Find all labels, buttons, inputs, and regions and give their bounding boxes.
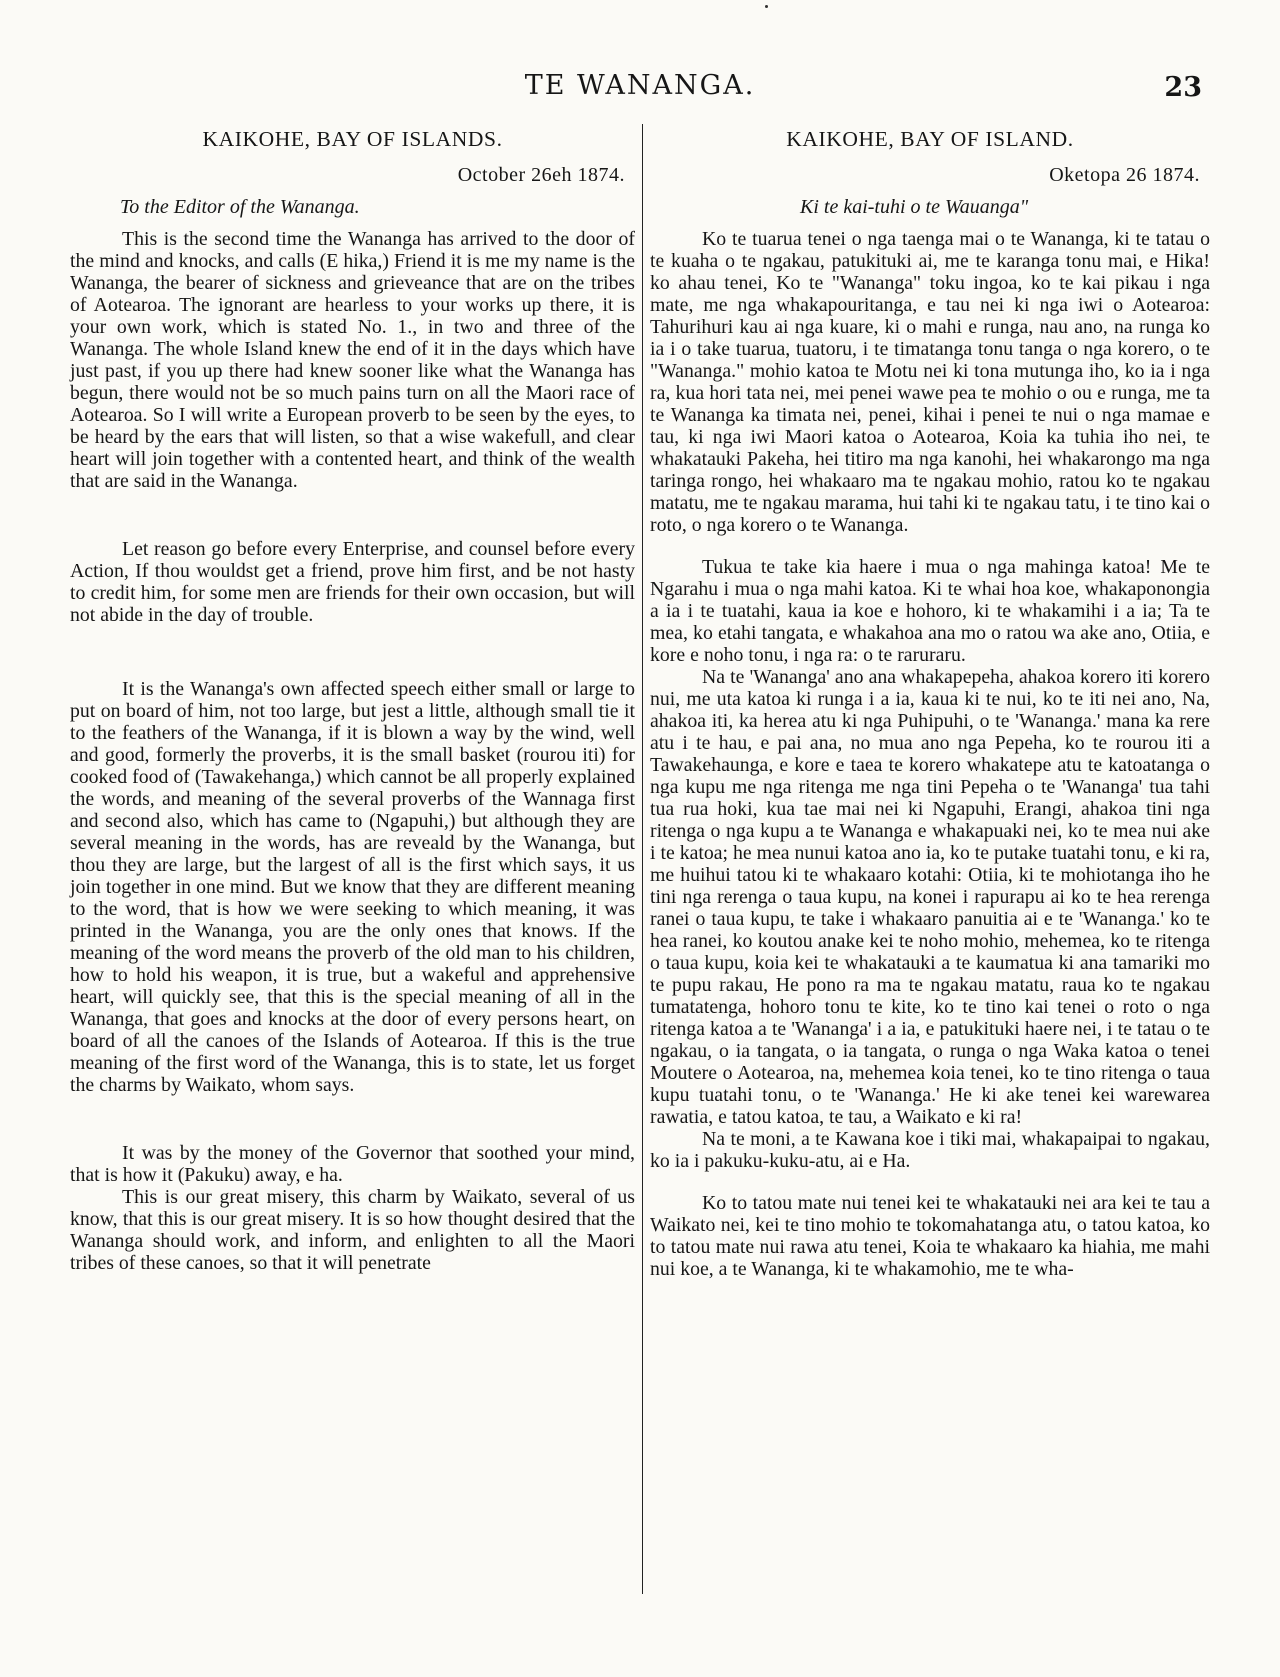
english-paragraph: It was by the money of the Governor that soothed your mind, that is how it (Pakuku) away, e ha. xyxy=(70,1142,635,1186)
english-salutation: To the Editor of the Wananga. xyxy=(120,196,360,218)
maori-column xyxy=(650,122,1210,1280)
maori-paragraph: Na te moni, a te Kawana koe i tiki mai, whakapaipai to ngakau, ko ia i pakuku-kuku-atu, ai e Ha. xyxy=(650,1128,1210,1172)
print-speck xyxy=(765,5,768,8)
english-paragraph: This is the second time the Wananga has arrived to the door of the mind and knocks, and calls (E hika,) Friend it is me my name is the Wananga, the bearer of sickness and grieveance that are on the tribes of Aotearoa. The ignorant are hearless to your works up there, it is your own work, which is stated No. 1., in two and three of the Wananga. The whole Island knew the end of it in the days which have just past, if you up there had knew sooner like what the Wananga has begun, there would not be so much pains turn on all the Maori race of Aotearoa. So I will write a European proverb to be seen by the eyes, to be heard by the ears that will listen, so that a wise wakefull, and clear heart will join together with a contented heart, and think of the wealth that are said in the Wananga. xyxy=(70,228,635,492)
english-column xyxy=(70,122,635,1274)
maori-paragraph: Na te 'Wananga' ano ana whakapepeha, ahakoa korero iti korero nui, me uta katoa ki runga i a ia, kaua ki te nui, ko te iti nei ano, Na, ahakoa iti, ka herea atu ki nga Puhipuhi, o te 'Wananga.' mana ka rere atu i te hau, e pai ana, no mua ano nga Pepeha, ko te rourou iti a Tawakehaunga, e kore e taea te korero whakatepe atu te katoatanga o nga kupu me nga ritenga me nga tini Pepeha o te 'Wananga' tua tahi tua rua hoki, kua tae mai nei ki Ngapuhi, Erangi, ahakoa tini nga ritenga o nga kupu a te Wananga e whakapuaki nei, ko te mea nui ake i te katoa; he mea nunui katoa ano ia, ko te putake tuatahi tonu, e ki ra, me huihui tatou ki te whakaaro kotahi: Otiia, ki te mohiotanga iho he tini nga rerenga o taua kupu, na konei i rapurapu ai ko te hea rerenga ranei o taua kupu, te take i whakaaro panuitia ai e te 'Wananga.' ko te hea ranei, ko koutou anake kei te noho mohio, mehemea, ko te ritenga o taua kupu, koia kei te whakatauki a te kaumatua ki ana tamariki mo te pupu rakau, He pono ra ma te ngakau matatu, raua ko te ngakau tumatatenga, hohoro tonu te kite, ko te tino kai tenei o roto o nga ritenga katoa a te 'Wananga' i a ia, e patukituki haere nei, i te tatau o te ngakau, o ia tangata, o ia tangata, o runga o nga Waka katoa o tenei Moutere o Aotearoa, na, mehemea koia tenei, ko te tino ritenga o taua kupu tuatahi tonu, o te 'Wananga.' He ki ake tenei kei warewarea rawatia, e tatou katoa, te tau, a Waikato e ki ra! xyxy=(650,666,1210,1128)
maori-salutation: Ki te kai-tuhi o te Wauanga" xyxy=(800,196,1029,218)
column-divider xyxy=(642,124,643,1594)
english-paragraph: This is our great misery, this charm by Waikato, several of us know, that this is our great misery. It is so how thought desired that the Wananga should work, and inform, and enlighten to all the Maori tribes of these canoes, so that it will penetrate xyxy=(70,1186,635,1274)
english-heading: KAIKOHE, BAY OF ISLANDS. xyxy=(202,127,503,151)
page-number: 23 xyxy=(1164,72,1202,103)
maori-paragraph: Ko to tatou mate nui tenei kei te whakatauki nei ara kei te tau a Waikato nei, kei te tino mohio te tokomahatanga atu, o tatou katoa, ko to tatou mate nui rawa atu tenei, Koia te whakaaro ka hiahia, me mahi nui koe, a te Wananga, ki te whakamohio, me te wha- xyxy=(650,1192,1210,1280)
page-title: TE WANANGA. xyxy=(524,70,756,101)
english-date: October 26eh 1874. xyxy=(457,164,625,186)
english-paragraph: Let reason go before every Enterprise, and counsel before every Action, If thou wouldst get a friend, prove him first, and be not hasty to credit him, for some men are friends for their own occasion, but will not abide in the day of trouble. xyxy=(70,538,635,626)
maori-paragraph: Ko te tuarua tenei o nga taenga mai o te Wananga, ki te tatau o te kuaha o te ngakau, patukituki ai, me te karanga tonu mai, e Hika! ko ahau tenei, Ko te "Wananga" toku ingoa, ko te kai pikau i nga mate, me nga whakapouritanga, e tau nei ki nga iwi o Aotearoa: Tahurihuri kau ai nga kuare, ki o mahi e runga, nau ano, na runga ko ia i o take tuarua, tuatoru, i te timatanga tonu tanga o nga korero, o te "Wananga." mohio katoa te Motu nei ki tona mutunga iho, ko ia i nga ra, kua hori tata nei, mei penei wawe pea te mohio o ou e runga, me ta te Wananga ka timata nei, penei, kihai i penei te nui o nga mamae e tau, ki nga iwi Maori katoa o Aotearoa, Koia ka tuhia iho nei, te whakatauki Pakeha, hei titiro ma nga kanohi, hei whakarongo ma nga taringa rongo, hei whakaaro ma te ngakau mohio, ratou ko te ngakau matatu, me te ngakau marama, hui tahi ki te ngakau tatu, i te tino kai o roto, o nga korero o te Wananga. xyxy=(650,228,1210,536)
maori-date: Oketopa 26 1874. xyxy=(1049,164,1200,186)
maori-paragraph: Tukua te take kia haere i mua o nga mahinga katoa! Me te Ngarahu i mua o nga mahi katoa. Ki te whai hoa koe, whakaponongia a ia i te tuatahi, kaua ia koe e hohoro, ki te whakamihi i a ia; Ta te mea, ko etahi tangata, e whakahoa ana mo o ratou wa ake ano, Otiia, e kore e noho tonu, i nga ra: o te raruraru. xyxy=(650,556,1210,666)
english-paragraph: It is the Wananga's own affected speech either small or large to put on board of him, not too large, but jest a little, although small tie it to the feathers of the Wananga, if it is blown a way by the wind, well and good, formerly the proverbs, it is the small basket (rourou iti) for cooked food of (Tawakehanga,) which cannot be all properly explained the words, and meaning of the several proverbs of the Wannaga first and second also, which has came to (Ngapuhi,) but although they are several meaning in the words, has are reveald by the Wananga, but thou they are large, but the largest of all is the first which says, it us join together in one mind. But we know that they are different meaning to the word, that is how we were seeking to which meaning, it was printed in the Wananga, you are the only ones that knows. If the meaning of the word means the proverb of the old man to his children, how to hold his weapon, it is true, but a wakeful and apprehensive heart, will quickly see, that this is the special meaning of all in the Wananga, that goes and knocks at the door of every persons heart, on board of all the canoes of the Islands of Aotearoa. If this is the true meaning of the first word of the Wananga, this is to state, let us forget the charms by Waikato, whom says. xyxy=(70,678,635,1096)
maori-heading: KAIKOHE, BAY OF ISLAND. xyxy=(786,127,1074,151)
